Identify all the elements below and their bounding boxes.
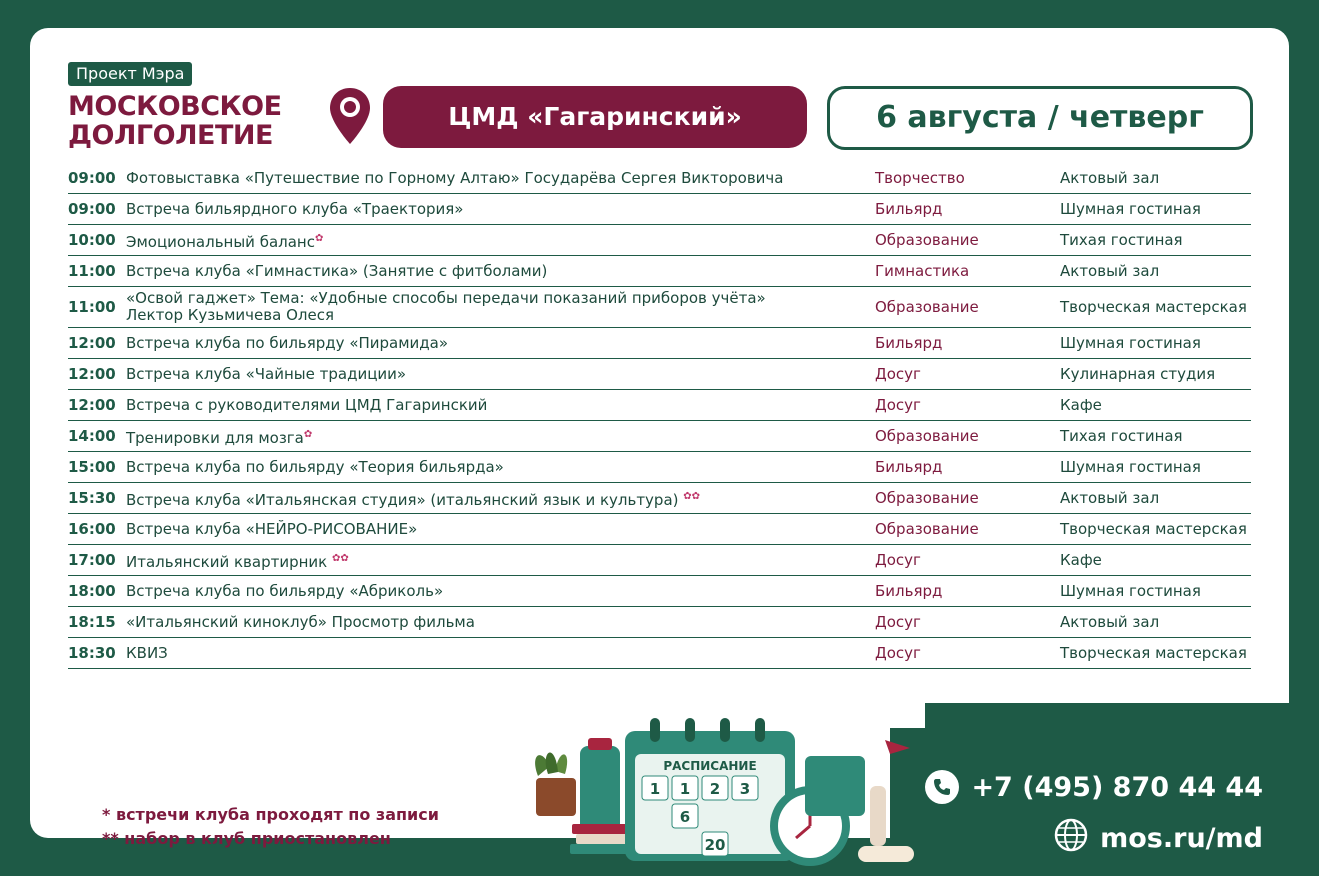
table-row: [68, 545, 1251, 576]
table-row: [68, 163, 1251, 194]
calendar-cell-number: 2: [709, 780, 721, 798]
event-title-text: Встреча клуба «Гимнастика» (Занятие с фитболами): [126, 261, 548, 280]
event-time: 15:30: [68, 489, 116, 507]
event-title-text: Встреча клуба по бильярду «Пирамида»: [126, 333, 449, 352]
schedule-illustration: [510, 696, 940, 876]
event-room: Творческая мастерская: [1060, 298, 1247, 316]
globe-icon: [1054, 818, 1088, 859]
table-row: [68, 287, 1251, 328]
event-title: [126, 483, 866, 513]
event-title-text: Итальянский квартирник: [126, 552, 332, 571]
event-time: 15:00: [68, 458, 116, 476]
table-row: [68, 359, 1251, 390]
event-title-text: «Итальянский киноклуб» Просмотр фильма: [126, 612, 475, 631]
bottle-icon: [580, 746, 620, 836]
event-room: Актовый зал: [1060, 169, 1160, 187]
website-link[interactable]: mos.ru/md: [1100, 823, 1263, 854]
event-category: Бильярд: [875, 582, 943, 600]
event-title-text: КВИЗ: [126, 643, 168, 662]
event-time: 09:00: [68, 200, 116, 218]
event-category: Бильярд: [875, 334, 943, 352]
event-title-text: Тренировки для мозга: [126, 428, 304, 447]
event-time: 18:00: [68, 582, 116, 600]
event-title: [126, 390, 866, 420]
event-room: Актовый зал: [1060, 262, 1160, 280]
event-date: 6 августа / четверг: [827, 86, 1253, 150]
footnote-mark: ✿: [303, 428, 313, 440]
calendar-cell: [702, 776, 728, 800]
event-category: Досуг: [875, 396, 921, 414]
event-room: Творческая мастерская: [1060, 644, 1247, 662]
schedule-card: [30, 28, 1289, 854]
event-category: Досуг: [875, 551, 921, 569]
event-room: Кулинарная студия: [1060, 365, 1216, 383]
event-title: [126, 452, 866, 482]
books-icon: [572, 824, 628, 834]
event-room: Тихая гостиная: [1060, 231, 1183, 249]
calendar-cell-number: 6: [679, 808, 691, 826]
event-time: 11:00: [68, 262, 116, 280]
calendar-title: РАСПИСАНИЕ: [663, 759, 757, 773]
table-row: [68, 514, 1251, 545]
event-category: Досуг: [875, 365, 921, 383]
event-category: Творчество: [875, 169, 965, 187]
event-title-text: Встреча клуба «НЕЙРО-РИСОВАНИЕ»: [126, 519, 418, 538]
event-title: [126, 256, 866, 286]
phone-icon: [925, 770, 959, 804]
event-time: 10:00: [68, 231, 116, 249]
table-row: [68, 328, 1251, 359]
phone-contact[interactable]: [925, 770, 1263, 804]
footnotes: [102, 803, 439, 851]
event-title: [126, 359, 866, 389]
plant-icon: [535, 753, 576, 816]
event-time: 18:30: [68, 644, 116, 662]
event-title: [126, 328, 866, 358]
event-title-text: Встреча клуба по бильярду «Абриколь»: [126, 581, 444, 600]
event-time: 09:00: [68, 169, 116, 187]
event-time: 14:00: [68, 427, 116, 445]
calendar-cell: [672, 804, 698, 828]
table-row: [68, 421, 1251, 452]
event-title: [126, 638, 866, 668]
event-room: Творческая мастерская: [1060, 520, 1247, 538]
event-category: Образование: [875, 489, 979, 507]
event-room: Тихая гостиная: [1060, 427, 1183, 445]
event-category: Досуг: [875, 644, 921, 662]
event-title-text: Встреча клуба «Итальянская студия» (итальянский язык и культура): [126, 490, 684, 509]
event-category: Образование: [875, 520, 979, 538]
event-title: [126, 163, 866, 193]
web-contact[interactable]: [1054, 818, 1263, 859]
event-title-text: Встреча клуба по бильярду «Теория бильярда»: [126, 457, 504, 476]
eraser-icon: [858, 846, 914, 862]
event-lecturer: Лектор Кузьмичева Олеся: [126, 306, 334, 324]
event-title: [126, 287, 866, 327]
table-row: [68, 390, 1251, 421]
event-category: Досуг: [875, 613, 921, 631]
calendar-cell-number: 20: [704, 836, 726, 854]
event-time: 12:00: [68, 334, 116, 352]
calendar-cell-number: 3: [739, 780, 751, 798]
calendar-cell: [672, 776, 698, 800]
table-row: [68, 576, 1251, 607]
footnote-closed: ** набор в клуб приостановлен: [102, 829, 391, 848]
footnote-mark: ✿: [314, 232, 324, 244]
event-title-text: Фотовыставка «Путешествие по Горному Алтаю» Государёва Сергея Викторовича: [126, 168, 784, 187]
event-title-text: Эмоциональный баланс: [126, 232, 315, 251]
logo-title: [68, 92, 282, 150]
logo-project-label: Проект Мэра: [68, 62, 192, 86]
footnote-mark: ✿✿: [683, 490, 701, 502]
table-row: [68, 638, 1251, 669]
calendar-cell: [702, 832, 728, 856]
calendar-cell-number: 1: [649, 780, 661, 798]
table-row: [68, 607, 1251, 638]
event-room: Шумная гостиная: [1060, 334, 1201, 352]
event-title: [126, 421, 866, 451]
event-room: Шумная гостиная: [1060, 582, 1201, 600]
event-title: [126, 194, 866, 224]
event-title: [126, 607, 866, 637]
event-room: Актовый зал: [1060, 613, 1160, 631]
event-title-text: Встреча с руководителями ЦМД Гагаринский: [126, 395, 488, 414]
logo-title-line2: ДОЛГОЛЕТИЕ: [68, 120, 273, 151]
event-room: Шумная гостиная: [1060, 458, 1201, 476]
table-row: [68, 256, 1251, 287]
table-row: [68, 452, 1251, 483]
event-category: Бильярд: [875, 200, 943, 218]
pencil-icon: [870, 786, 886, 846]
event-title: [126, 545, 866, 575]
event-time: 17:00: [68, 551, 116, 569]
phone-number[interactable]: +7 (495) 870 44 44: [971, 771, 1263, 803]
event-title: [126, 514, 866, 544]
event-time: 16:00: [68, 520, 116, 538]
event-title: [126, 225, 866, 255]
event-category: Гимнастика: [875, 262, 970, 280]
event-category: Образование: [875, 231, 979, 249]
cylinder-icon: [805, 756, 865, 816]
event-room: Кафе: [1060, 551, 1102, 569]
event-time: 11:00: [68, 298, 116, 316]
table-row: [68, 483, 1251, 514]
event-time: 12:00: [68, 365, 116, 383]
venue-title: ЦМД «Гагаринский»: [383, 86, 807, 148]
calendar-cell: [642, 776, 668, 800]
logo-title-line1: МОСКОВСКОЕ: [68, 91, 282, 122]
event-title-text: Встреча клуба «Чайные традиции»: [126, 364, 407, 383]
footnote-mark: ✿✿: [332, 552, 349, 564]
calendar-cell: [732, 776, 758, 800]
event-category: Образование: [875, 427, 979, 445]
table-row: [68, 194, 1251, 225]
event-category: Образование: [875, 298, 979, 316]
event-room: Кафе: [1060, 396, 1102, 414]
event-title: [126, 576, 866, 606]
paper-plane-icon: [885, 740, 910, 754]
event-title-text: «Освой гаджет» Тема: «Удобные способы передачи показаний приборов учёта»: [126, 289, 766, 307]
location-pin-icon: [328, 86, 372, 146]
event-time: 18:15: [68, 613, 116, 631]
table-row: [68, 225, 1251, 256]
event-room: Актовый зал: [1060, 489, 1160, 507]
event-title-text: Встреча бильярдного клуба «Траектория»: [126, 199, 464, 218]
event-room: Шумная гостиная: [1060, 200, 1201, 218]
schedule-table: [68, 163, 1251, 669]
event-time: 12:00: [68, 396, 116, 414]
event-category: Бильярд: [875, 458, 943, 476]
calendar-cell-number: 1: [679, 780, 691, 798]
footnote-registration: * встречи клуба проходят по записи: [102, 805, 439, 824]
calendar-icon: [625, 718, 795, 861]
